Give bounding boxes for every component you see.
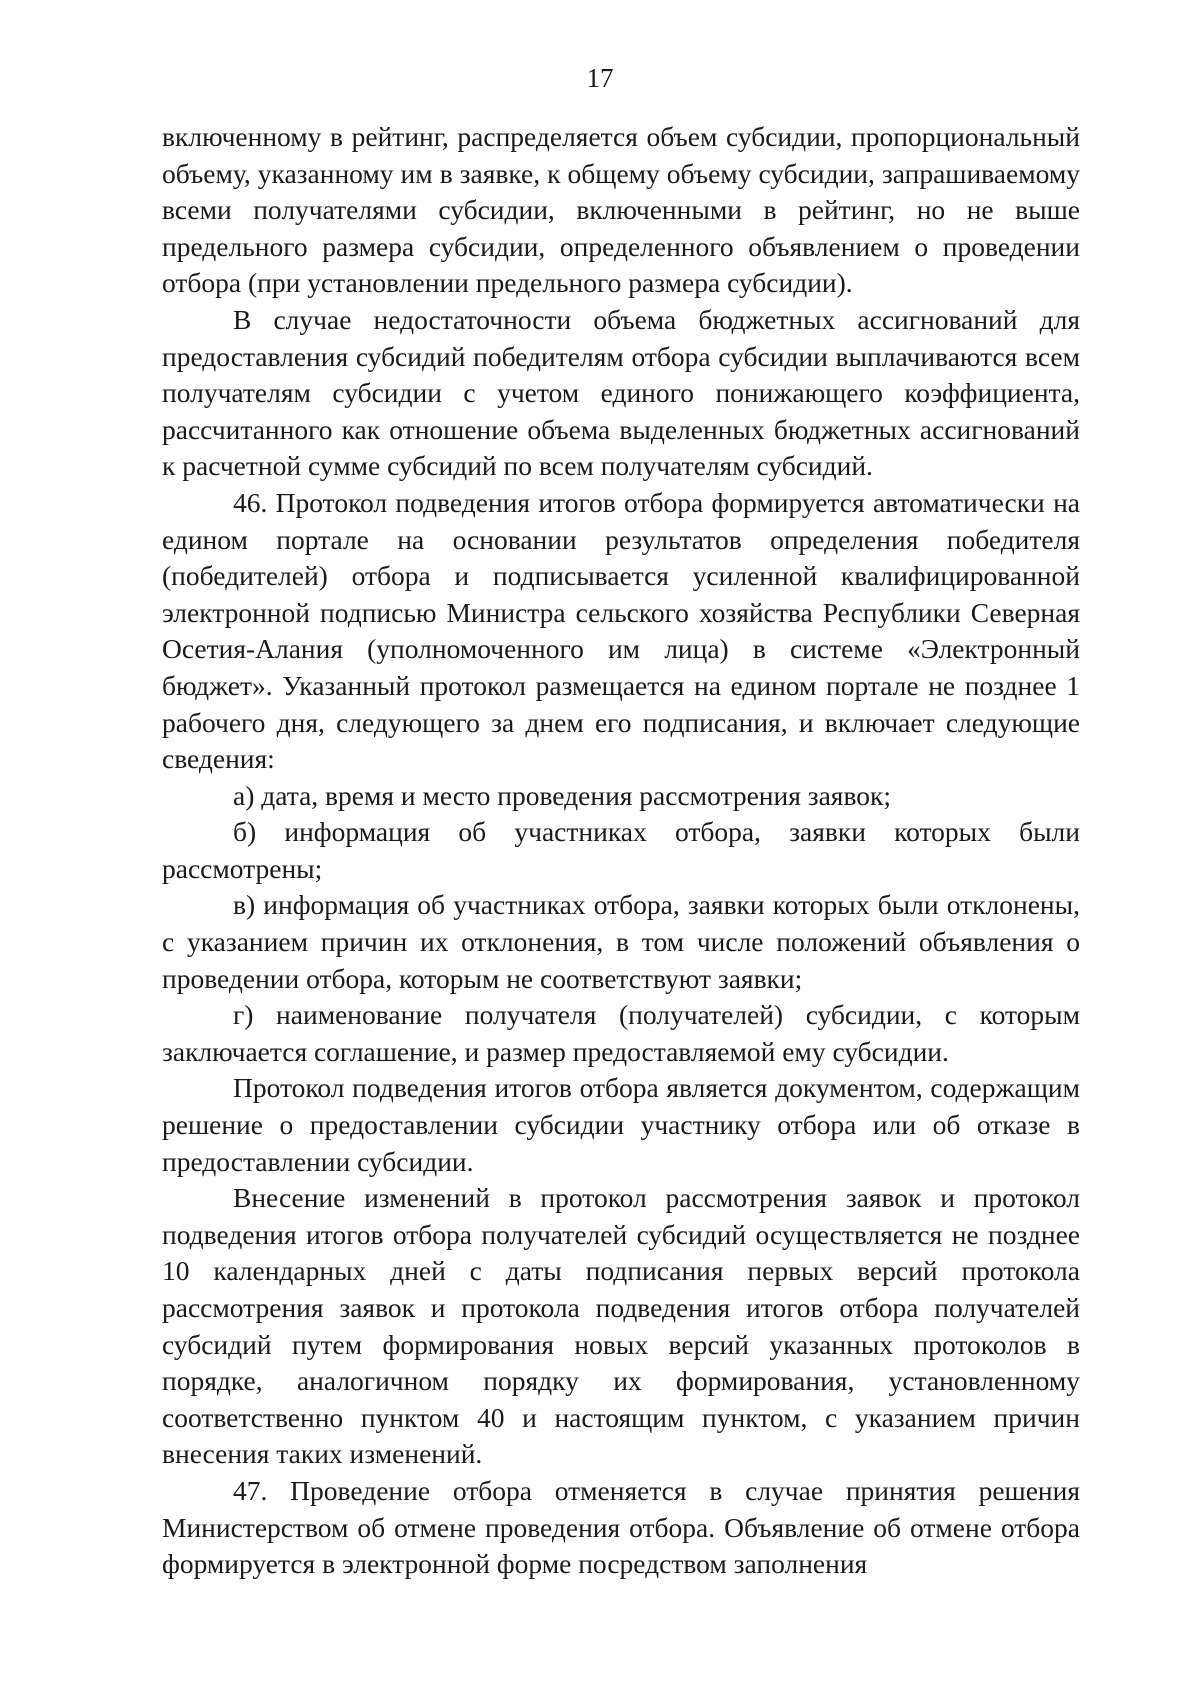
document-body <box>162 119 1080 1583</box>
list-item-b: б) информация об участниках отбора, заявки которых были рассмотрены; <box>162 816 1080 884</box>
list-item-a: а) дата, время и место проведения рассмотрения заявок; <box>233 779 891 811</box>
paragraph-46-protocol: 46. Протокол подведения итогов отбора формируется автоматически на едином портале на основании результатов определения победителя (победителей) отбора и подписывается усиленной квалифицированной электронной подписью Министра сельского хозяйства Республики Северная Осетия-Алания (уполномоченного им лица) в системе «Электронный бюджет». Указанный протокол размещается на едином портале не позднее 1 рабочего дня, следующего за днем его подписания, и включает следующие сведения: <box>162 486 1080 775</box>
list-item-v: в) информация об участниках отбора, заявки которых были отклонены, с указанием причин их отклонения, в том числе положений объявления о проведении отбора, которым не соответствуют заявки; <box>162 889 1080 994</box>
page-number: 17 <box>586 63 614 93</box>
paragraph-47-cancellation: 47. Проведение отбора отменяется в случае принятия решения Министерством об отмене проведения отбора. Объявление об отмене отбора формируется в электронной форме посредством заполнения <box>162 1474 1080 1580</box>
paragraph-protocol-changes: Внесение изменений в протокол рассмотрения заявок и протокол подведения итогов отбора получателей субсидий осуществляется не позднее 10 календарных дней с даты подписания первых версий протокола рассмотрения заявок и протокола подведения итогов отбора получателей субсидий путем формирования новых версий указанных протоколов в порядке, аналогичном порядку их формирования, установленному соответственно пунктом 40 и настоящим пунктом, с указанием причин внесения таких изменений. <box>162 1182 1080 1470</box>
list-item-g: г) наименование получателя (получателей) субсидии, с которым заключается соглашение, и размер предоставляемой ему субсидии. <box>162 999 1080 1067</box>
paragraph-protocol-decision: Протокол подведения итогов отбора является документом, содержащим решение о предоставлении субсидии участнику отбора или об отказе в предоставлении субсидии. <box>162 1072 1080 1177</box>
paragraph-continuation: включенному в рейтинг, распределяется объем субсидии, пропорциональный объему, указанному им в заявке, к общему объему субсидии, запрашиваемому всеми получателями субсидии, включенными в рейтинг, но не выше предельного размера субсидии, определенного объявлением о проведении отбора (при установлении предельного размера субсидии). <box>162 121 1080 299</box>
paragraph-budget-shortfall: В случае недостаточности объема бюджетных ассигнований для предоставления субсидий победителям отбора субсидии выплачиваются всем получателям субсидии с учетом единого понижающего коэффициента, рассчитанного как отношение объема выделенных бюджетных ассигнований к расчетной сумме субсидий по всем получателям субсидий. <box>162 303 1080 482</box>
